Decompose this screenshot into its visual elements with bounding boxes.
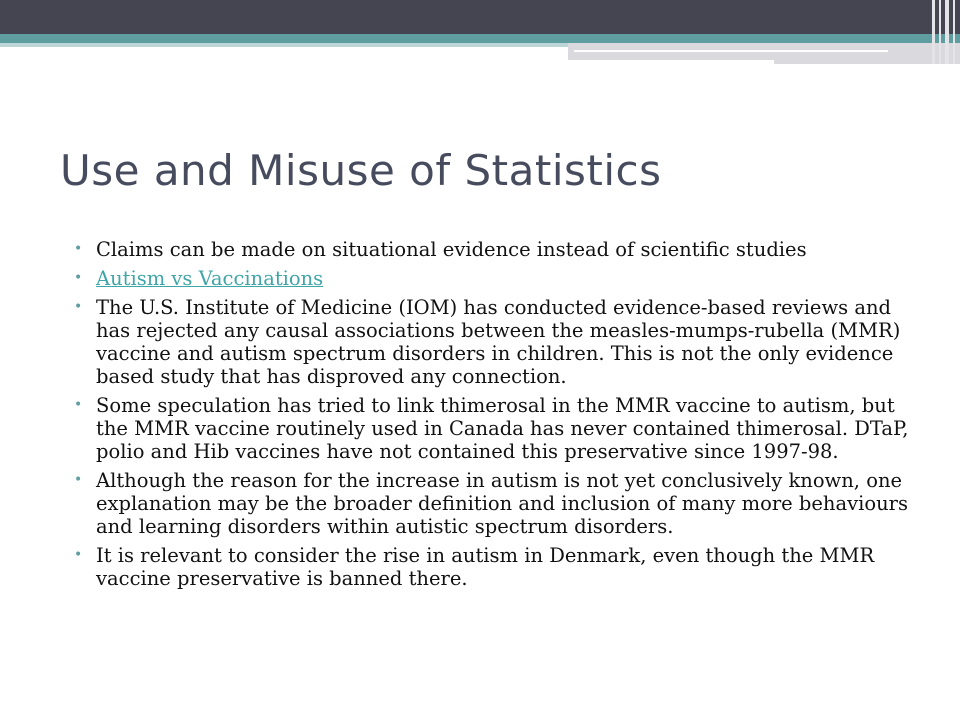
bullet-item <box>74 394 914 463</box>
bullet-text: It is relevant to consider the rise in autism in Denmark, even though the MMR vaccine preservative is banned there. <box>96 544 875 590</box>
accent-bar-light <box>0 43 568 47</box>
bullet-icon: • <box>74 299 83 315</box>
bullet-icon: • <box>74 472 83 488</box>
decorative-stripes <box>930 0 960 64</box>
bullet-item <box>74 296 914 388</box>
bullet-list <box>74 238 914 596</box>
bullet-item <box>74 469 914 538</box>
bullet-item <box>74 238 914 261</box>
decorative-line <box>568 60 774 64</box>
bullet-text: Although the reason for the increase in autism is not yet conclusively known, one explanation may be the broader definition and inclusion of many more behaviours and learning disorders within autistic spectrum disorders. <box>96 469 908 538</box>
bullet-icon: • <box>74 547 83 563</box>
bullet-icon: • <box>74 241 83 257</box>
decorative-line <box>574 50 888 52</box>
accent-bar <box>0 34 960 43</box>
bullet-icon: • <box>74 397 83 413</box>
bullet-icon: • <box>74 270 83 286</box>
bullet-text: The U.S. Institute of Medicine (IOM) has conducted evidence-based reviews and has rejected any causal associations between the measles-mumps-rubella (MMR) vaccine and autism spectrum disorders in children. This is not the only evidence based study that has disproved any connection. <box>96 296 901 388</box>
bullet-item <box>74 544 914 590</box>
autism-vaccinations-link[interactable]: Autism vs Vaccinations <box>96 267 324 290</box>
bullet-item <box>74 267 914 290</box>
bullet-text: Some speculation has tried to link thimerosal in the MMR vaccine to autism, but the MMR vaccine routinely used in Canada has never contained thimerosal. DTaP, polio and Hib vaccines have not contained this preservative since 1997-98. <box>96 394 909 463</box>
bullet-text: Claims can be made on situational evidence instead of scientific studies <box>96 238 807 261</box>
slide-title: Use and Misuse of Statistics <box>60 146 662 195</box>
header-band <box>0 0 960 34</box>
